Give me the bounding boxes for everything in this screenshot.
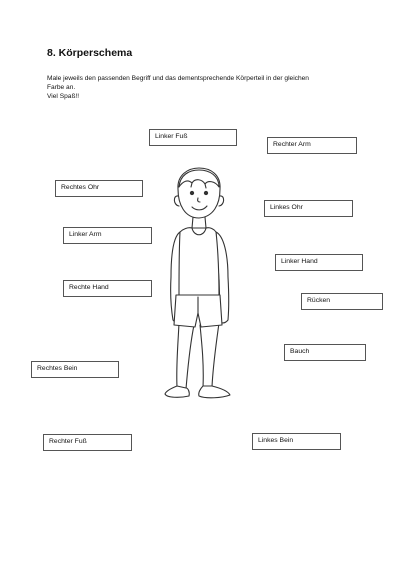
label-box-rechte-hand[interactable]: Rechte Hand xyxy=(63,280,152,297)
label-box-rechter-fuss[interactable]: Rechter Fuß xyxy=(43,434,132,451)
instruction-line: Male jeweils den passenden Begriff und das dementsprechende Körperteil in der gleichen xyxy=(47,75,309,82)
label-box-rechtes-bein[interactable]: Rechtes Bein xyxy=(31,361,119,378)
label-box-linkes-bein[interactable]: Linkes Bein xyxy=(252,433,341,450)
instruction-line: Farbe an. xyxy=(47,84,76,91)
label-box-linker-hand[interactable]: Linker Hand xyxy=(275,254,363,271)
child-body-drawing xyxy=(158,165,242,401)
label-box-ruecken[interactable]: Rücken xyxy=(301,293,383,310)
worksheet-title: 8. Körperschema xyxy=(47,47,133,59)
label-box-linkes-ohr[interactable]: Linkes Ohr xyxy=(264,200,353,217)
instruction-line: Viel Spaß!! xyxy=(47,93,80,100)
label-box-rechtes-ohr[interactable]: Rechtes Ohr xyxy=(55,180,143,197)
label-box-linker-arm[interactable]: Linker Arm xyxy=(63,227,152,244)
worksheet-instructions xyxy=(47,74,362,101)
label-box-linker-fuss[interactable]: Linker Fuß xyxy=(149,129,237,146)
label-box-rechter-arm[interactable]: Rechter Arm xyxy=(267,137,357,154)
label-box-bauch[interactable]: Bauch xyxy=(284,344,366,361)
